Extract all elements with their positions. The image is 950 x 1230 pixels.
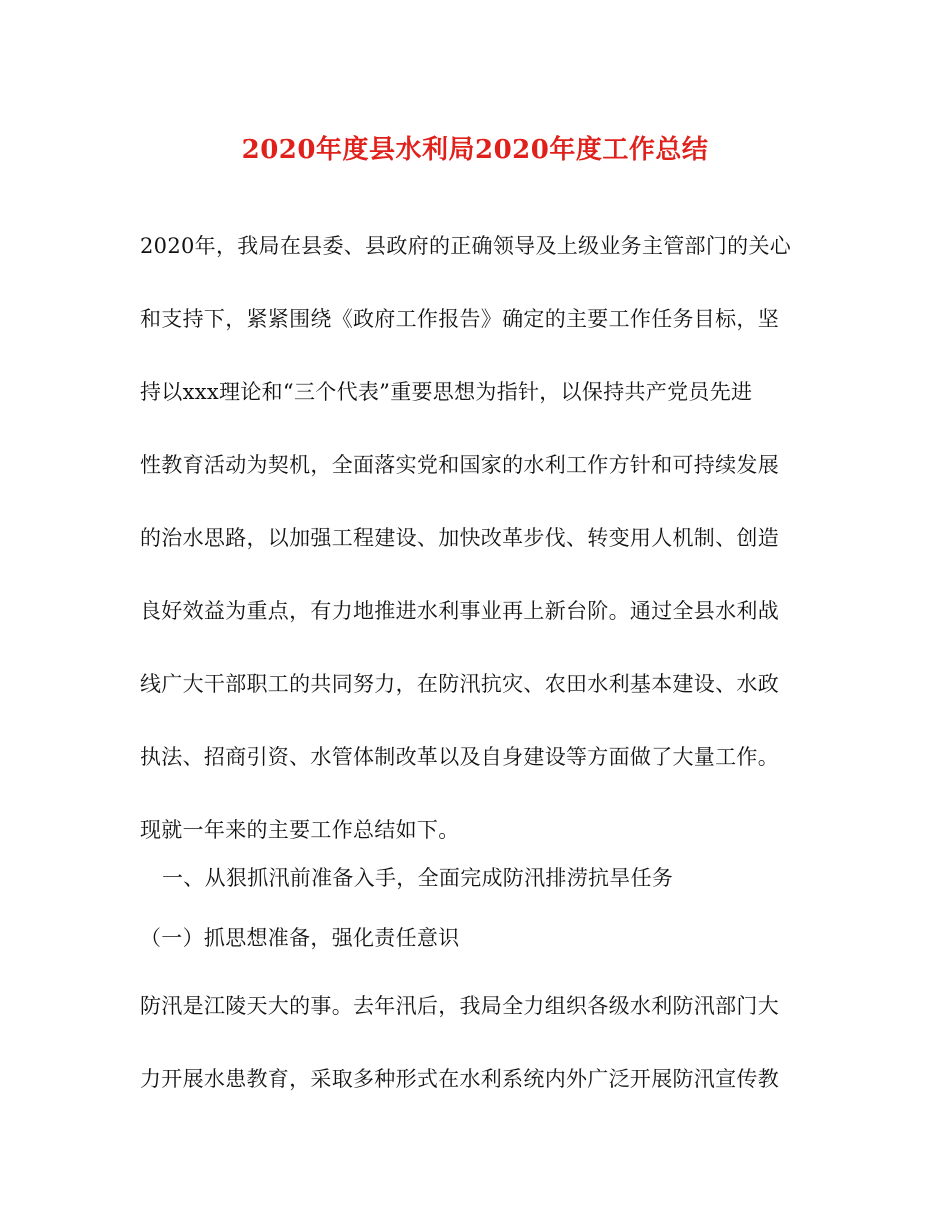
intro-paragraph xyxy=(140,210,815,867)
text-line: 执法、招商引资、水管体制改革以及自身建设等方面做了大量工作。 xyxy=(140,745,779,769)
text-line: 2020年，我局在县委、县政府的正确领导及上级业务主管部门的关心 xyxy=(140,234,792,258)
text-line: 的治水思路，以加强工程建设、加快改革步伐、转变用人机制、创造 xyxy=(140,526,779,550)
text-line: 力开展水患教育，采取多种形式在水利系统内外广泛开展防汛宣传教 xyxy=(140,1067,779,1091)
text-line: 线广大干部职工的共同努力，在防汛抗灾、农田水利基本建设、水政 xyxy=(140,672,779,696)
body-paragraph xyxy=(140,970,815,1116)
subsection-heading: （一）抓思想准备，强化责任意识 xyxy=(140,926,460,950)
text-line: 性教育活动为契机，全面落实党和国家的水利工作方针和可持续发展 xyxy=(140,453,779,477)
text-line: 防汛是江陵天大的事。去年汛后，我局全力组织各级水利防汛部门大 xyxy=(140,994,779,1018)
text-line: 现就一年来的主要工作总结如下。 xyxy=(140,818,460,842)
text-line: 和支持下，紧紧围绕《政府工作报告》确定的主要工作任务目标，坚 xyxy=(140,307,779,331)
text-line: 良好效益为重点，有力地推进水利事业再上新台阶。通过全县水利战 xyxy=(140,599,779,623)
section-heading: 一、从狠抓汛前准备入手，全面完成防汛排涝抗旱任务 xyxy=(162,866,674,890)
text-line: 持以xxx理论和“三个代表”重要思想为指针，以保持共产党员先进 xyxy=(140,380,753,404)
document-title: 2020年度县水利局2020年度工作总结 xyxy=(241,135,709,165)
